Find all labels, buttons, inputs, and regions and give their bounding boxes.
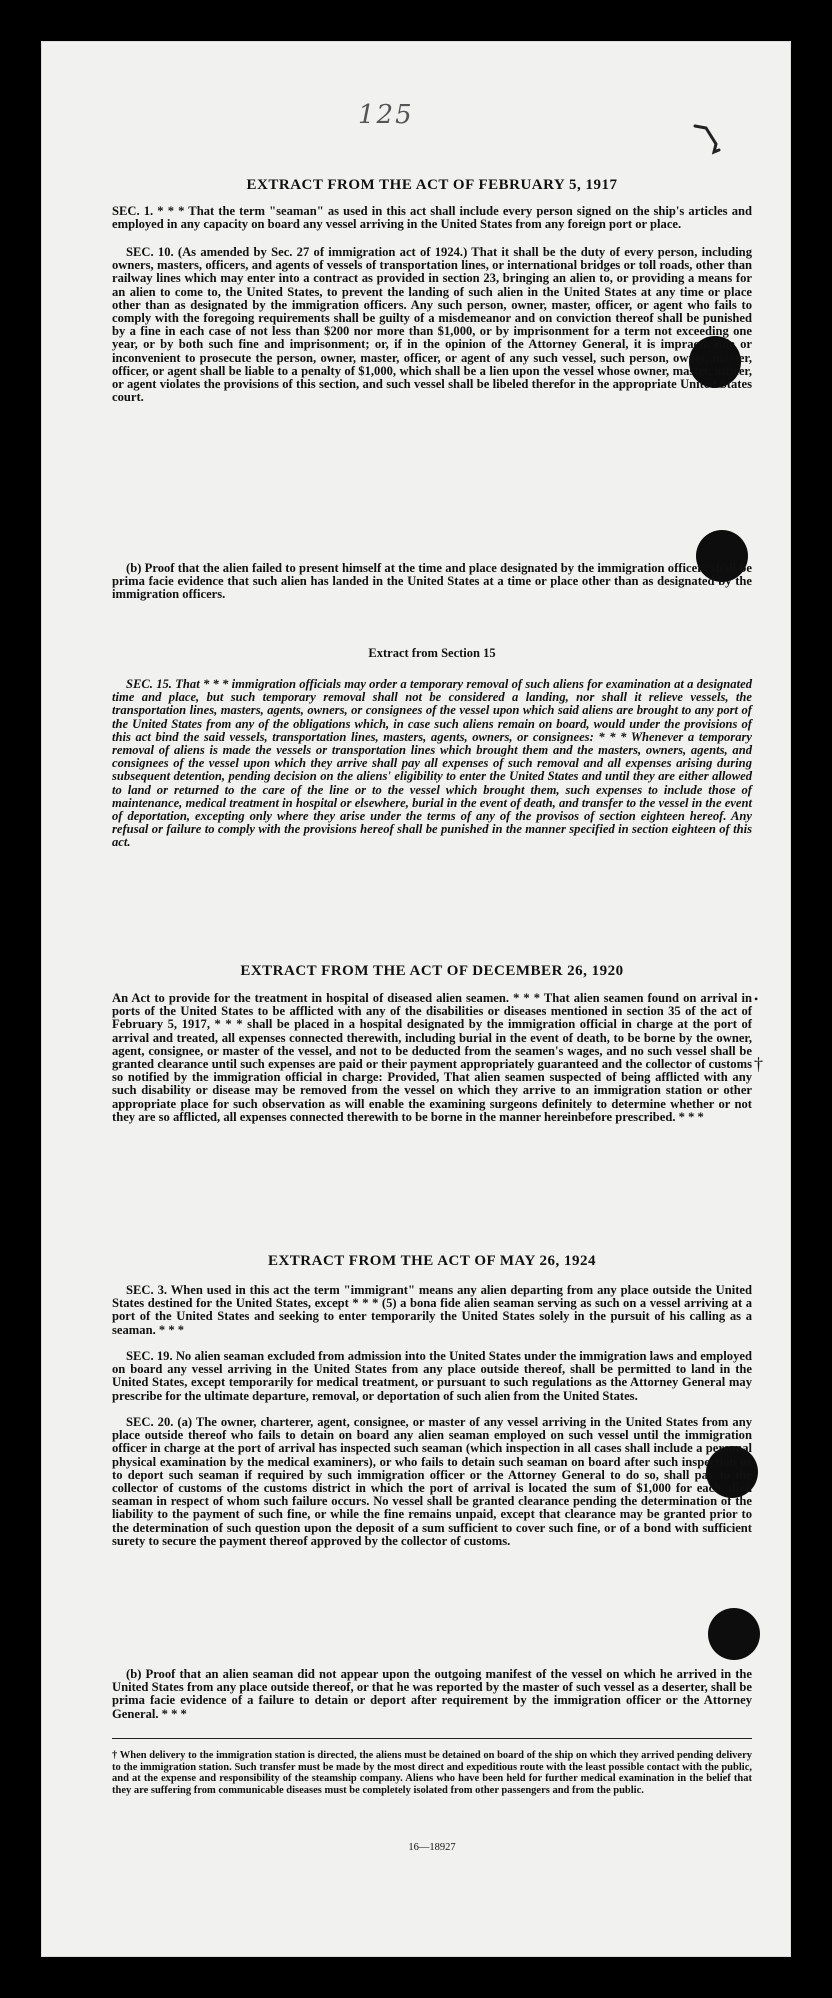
handwritten-page-number: 125 xyxy=(358,100,414,130)
pencil-mark-icon xyxy=(692,122,724,156)
sec-20-paragraph: SEC. 20. (a) The owner, charterer, agent, consignee, or master of any vessel arriving in the United States from any place outside thereof who fails to detain on board any alien seaman employed on such vessel until the immigration officer in charge at the port of arrival has inspected such seaman (which inspection in all cases shall include a personal physical examination by the medical examiners), or who fails to detain such seaman on board after such inspection or to deport such seaman if required by such immigration officer or the Attorney General to do so, shall pay to the collector of customs of the customs district in which the port of arrival is located the sum of $1,000 for each alien seaman in respect of whom such failure occurs. No vessel shall be granted clearance pending the determination of the liability to the payment of such fine, or while the fine remains unpaid, except that clearance may be granted prior to the determination of such question upon the deposit of a sum sufficient to cover such fine, or of a bond with sufficient surety to secure the payment thereof approved by the collector of customs. xyxy=(112,1415,752,1548)
footnote: † When delivery to the immigration station is directed, the aliens must be detained on board of the ship on which they arrived pending delivery to the immigration station. Such transfer must be made by the most direct and expeditious route with the least possible contact with the public, and at the expense and responsibility of the steamship company. Aliens who have been held for further medical examination in the belief that they are suffering from communicable diseases must be completely isolated from other passengers and from the public. xyxy=(112,1750,752,1796)
form-number: 16—18927 xyxy=(408,1842,456,1853)
sec-1-paragraph: SEC. 1. * * * That the term "seaman" as used in this act shall include every person signed on the ship's articles and employed in any capacity on board any vessel arriving in the United States from any foreign port or place. xyxy=(112,204,752,232)
sec-19-paragraph: SEC. 19. No alien seaman excluded from admission into the United States under the immigration laws and employed on board any vessel arriving in the United States from any place outside thereof, shall be permitted to land in the United States, except temporarily for medical treatment, or pursuant to such regulations as the Attorney General may prescribe for the ultimate departure, removal, or deportation of such alien from the United States. xyxy=(112,1349,752,1403)
sec-20b-paragraph: (b) Proof that an alien seaman did not appear upon the outgoing manifest of the vessel on which he arrived in the United States from any place outside thereof, or that he was reported by the master of such vessel as a deserter, shall be prima facie evidence of a failure to detain or deport after requirement by the immigration officer or the Attorney General. * * * xyxy=(112,1667,752,1721)
document-page xyxy=(42,42,790,1956)
act-1920-paragraph: An Act to provide for the treatment in hospital of diseased alien seamen. * * * That alien seamen found on arrival in ports of the United States to be afflicted with any of the disabilities or diseases mentioned in section 35 of the act of February 5, 1917, * * * shall be placed in a hospital designated by the immigration official in charge at the port of arrival and treated, all expenses connected therewith, including burial in the event of death, to be borne by the owner, agent, consignee, or master of the vessel, and not to be deducted from the seamen's wages, and no such vessel shall be granted clearance until such expenses are paid or their payment appropriately guaranteed and the collector of customs so notified by the immigration official in charge: Provided, That alien seamen suspected of being afflicted with any such disability or disease may be removed from the vessel on which they arrive to an immigration station or other appropriate place for such observation as will enable the examining surgeons definitely to determine whether or not they are so afflicted, all expenses connected therewith to be borne in the manner hereinbefore prescribed. * * * xyxy=(112,991,752,1124)
sec-3-paragraph: SEC. 3. When used in this act the term "immigrant" means any alien departing from any place outside the United States destined for the United States, except * * * (5) a bona fide alien seaman serving as such on a vessel arriving at a port of the United States and seeking to enter temporarily the United States solely in the pursuit of his calling as a seaman. * * * xyxy=(112,1283,752,1337)
margin-bullet: • xyxy=(754,992,759,1006)
sec-15-paragraph: SEC. 15. That * * * immigration officials may order a temporary removal of such aliens for examination at a designated time and place, but such temporary removal shall not be considered a landing, nor shall it relieve vessels, the transportation lines, masters, agents, owners, or consignees of the vessel upon which said aliens are brought to any port of the United States from any of the obligations which, in case such aliens remain on board, would under the provisions of this act bind the said vessels, transportation lines, masters, agents, owners, or consignees: * * * Whenever a temporary removal of aliens is made the vessels or transportation lines which brought them and the masters, owners, agents, and consignees of the vessel upon which they arrive shall pay all expenses of such removal and all expenses arising during subsequent detention, pending decision on the aliens' eligibility to enter the United States and until they are either allowed to land or returned to the care of the line or to the vessel which brought them, such expenses to include those of maintenance, medical treatment in hospital or elsewhere, burial in the event of death, and transfer to the vessel in the event of deportation, excepting only where they arise under the terms of any of the provisos of section eighteen hereof. Any refusal or failure to comply with the provisions hereof shall be punished in the manner specified in section eighteen of this act. xyxy=(112,677,752,850)
heading-act-1920: EXTRACT FROM THE ACT OF DECEMBER 26, 1920 xyxy=(240,963,624,979)
heading-section-15: Extract from Section 15 xyxy=(368,646,496,660)
sec-10-paragraph: SEC. 10. (As amended by Sec. 27 of immigration act of 1924.) That it shall be the duty of every person, including owners, masters, officers, and agents of vessels of transportation lines, or international bridges or toll roads, other than railway lines which may enter into a contract as provided in section 23, bringing an alien to, or providing a means for an alien to come to, the United States, to prevent the landing of such alien in the United States at any time or place other than as designated by the immigration officers. Any such person, owner, master, officer, or agent who fails to comply with the foregoing requirements shall be guilty of a misdemeanor and on conviction thereof shall be punished by a fine in each case of not less than $200 nor more than $1,000, or by imprisonment for a term not exceeding one year, or by both such fine and imprisonment; or, if in the opinion of the Attorney General, it is impracticable or inconvenient to prosecute the person, owner, master, officer, or agent of any such vessel, such person, owner, master, officer, or agent shall be liable to a penalty of $1,000, which shall be a lien upon the vessel whose owner, master, officer, or agent violates the provisions of this section, and such vessel shall be libeled therefor in the appropriate United States court. xyxy=(112,245,752,405)
heading-act-1924: EXTRACT FROM THE ACT OF MAY 26, 1924 xyxy=(267,1253,597,1269)
punch-hole xyxy=(708,1608,760,1660)
sec-10b-paragraph: (b) Proof that the alien failed to present himself at the time and place designated by the immigration officers shall be prima facie evidence that such alien has landed in the United States at a time or place other than as designated by the immigration officers. xyxy=(112,561,752,602)
heading-act-1917: EXTRACT FROM THE ACT OF FEBRUARY 5, 1917 xyxy=(246,177,618,193)
margin-dagger: † xyxy=(754,1054,763,1074)
footnote-divider xyxy=(112,1738,752,1739)
